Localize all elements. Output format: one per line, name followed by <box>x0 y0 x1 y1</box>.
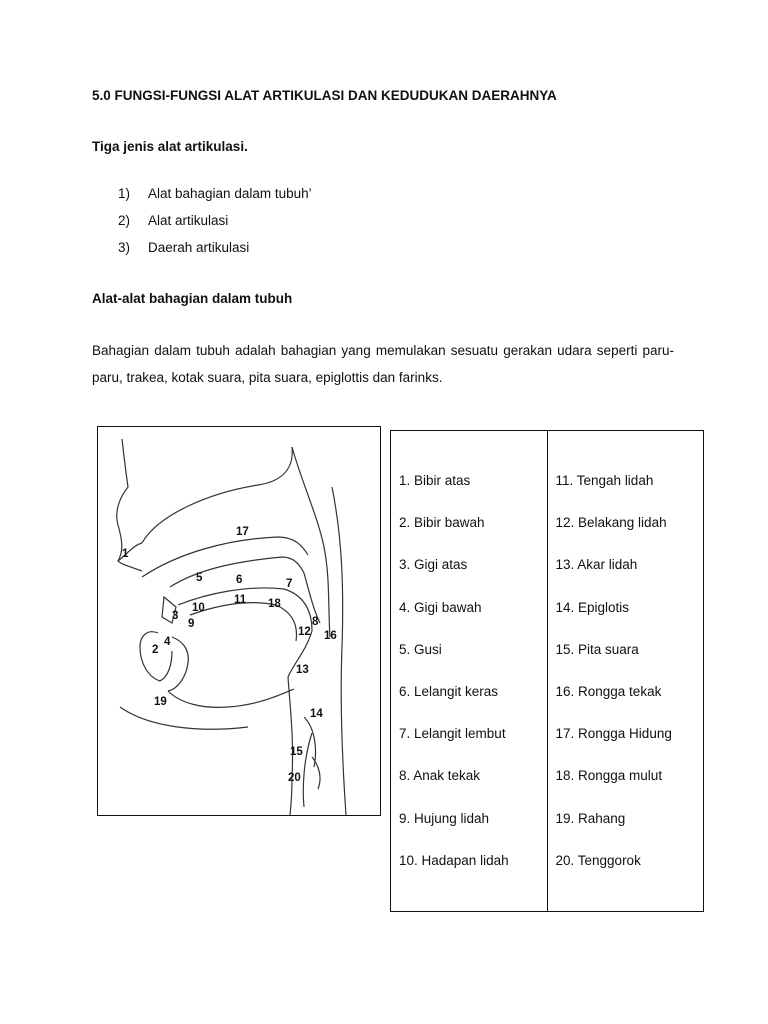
diagram-label: 1 <box>122 548 129 560</box>
legend-item: 20. Tenggorok <box>555 852 641 868</box>
diagram-label: 3 <box>172 610 179 622</box>
diagram-label: 8 <box>312 616 319 628</box>
legend-item: 4. Gigi bawah <box>399 599 482 615</box>
legend-item: 19. Rahang <box>555 810 626 826</box>
legend-item: 9. Hujung lidah <box>399 810 490 826</box>
subheading-types: Tiga jenis alat artikulasi. <box>92 139 248 154</box>
diagram-label: 12 <box>298 626 311 638</box>
legend-column-right <box>547 431 704 912</box>
diagram-label: 10 <box>192 602 205 614</box>
legend-item: 3. Gigi atas <box>399 557 468 573</box>
diagram-label: 5 <box>196 572 203 584</box>
legend-item: 7. Lelangit lembut <box>399 726 506 742</box>
legend-table <box>390 430 704 912</box>
legend-item: 10. Hadapan lidah <box>399 852 509 868</box>
legend-item: 2. Bibir bawah <box>399 515 485 531</box>
diagram-label: 2 <box>152 644 159 656</box>
diagram-label: 18 <box>268 598 281 610</box>
body-paragraph: Bahagian dalam tubuh adalah bahagian yang memulakan sesuatu gerakan udara seperti paru-paru, trakea, kotak suara, pita suara, epiglottis dan farinks. <box>92 343 674 385</box>
diagram-label: 16 <box>324 630 337 642</box>
diagram-label: 13 <box>296 664 309 676</box>
legend-item: 14. Epiglotis <box>555 599 630 615</box>
legend-item: 16. Rongga tekak <box>555 683 662 699</box>
legend-item: 15. Pita suara <box>555 641 639 657</box>
legend-item: 13. Akar lidah <box>555 557 638 573</box>
diagram-label: 15 <box>290 746 303 758</box>
section-heading: 5.0 FUNGSI-FUNGSI ALAT ARTIKULASI DAN KEDUDUKAN DAERAHNYA <box>92 88 557 103</box>
subheading-internal-organs: Alat-alat bahagian dalam tubuh <box>92 291 293 306</box>
diagram-label: 6 <box>236 574 243 586</box>
legend-item: 12. Belakang lidah <box>555 515 667 531</box>
list-item: 2) Alat artikulasi <box>118 213 229 228</box>
diagram-label: 14 <box>310 708 323 720</box>
legend-item: 18. Rongga mulut <box>555 768 663 784</box>
legend-item: 8. Anak tekak <box>399 768 481 784</box>
legend-item: 1. Bibir atas <box>399 473 471 488</box>
vocal-tract-drawing <box>98 427 382 817</box>
diagram-label: 19 <box>154 696 167 708</box>
list-item: 1) Alat bahagian dalam tubuh’ <box>118 186 312 201</box>
diagram-label: 7 <box>286 578 293 590</box>
diagram-label: 4 <box>164 636 171 648</box>
legend-item: 6. Lelangit keras <box>399 683 499 699</box>
types-list <box>118 186 312 267</box>
legend-column-left <box>391 431 548 912</box>
diagram-label: 11 <box>234 594 247 606</box>
diagram-label: 20 <box>288 772 301 784</box>
list-item: 3) Daerah artikulasi <box>118 240 250 255</box>
diagram-label: 17 <box>236 526 249 538</box>
legend-item: 5. Gusi <box>399 641 442 657</box>
diagram-label: 9 <box>188 618 195 630</box>
legend-item: 11. Tengah lidah <box>555 473 654 488</box>
legend-item: 17. Rongga Hidung <box>555 726 672 742</box>
articulation-diagram <box>97 426 381 816</box>
